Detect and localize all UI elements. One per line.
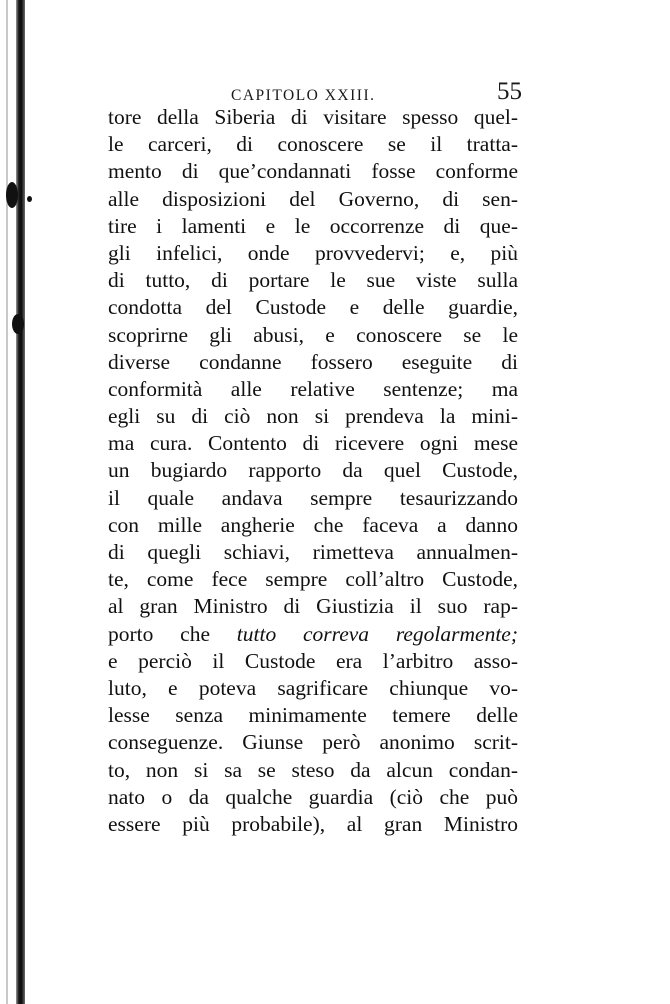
text-line: mento di que’condannati fosse conforme — [108, 159, 518, 184]
text-line: alle disposizioni del Governo, di sen- — [108, 186, 518, 211]
text-line: tore della Siberia di visitare spesso quel- — [108, 105, 518, 129]
text-line: con mille angherie che faceva a danno — [108, 512, 518, 537]
italic-phrase: tutto correva regolarmente; — [236, 621, 519, 646]
body-text — [108, 104, 518, 838]
text-line: le carceri, di conoscere se il tratta- — [108, 132, 518, 157]
text-line: nato o da qualche guardia (ciò che può — [108, 784, 518, 809]
text-line-mixed — [108, 621, 518, 648]
chapter-title: CAPITOLO XXIII. — [231, 87, 376, 104]
text-line: ma cura. Contento di ricevere ogni mese — [108, 431, 518, 456]
text-line: diverse condanne fossero eseguite di — [108, 349, 518, 374]
text-span: porto che — [108, 621, 210, 646]
text-line: scoprirne gli abusi, e conoscere se le — [108, 322, 518, 347]
text-line: il quale andava sempre tesaurizzando — [108, 485, 518, 510]
text-line: te, come fece sempre coll’altro Custode, — [108, 567, 518, 592]
text-line: egli su di ciò non si prendeva la mini- — [108, 404, 518, 429]
text-line: essere più probabile), al gran Ministro — [108, 811, 518, 836]
text-line: lesse senza minimamente temere delle — [108, 703, 518, 728]
ink-smudge — [27, 196, 32, 202]
text-line: gli infelici, onde provvedervi; e, più — [108, 240, 518, 265]
text-line: luto, e poteva sagrificare chiunque vo- — [108, 675, 518, 700]
text-line: conseguenze. Giunse però anonimo scrit- — [108, 730, 518, 755]
text-line: conformità alle relative sentenze; ma — [108, 376, 518, 401]
page-number: 55 — [497, 78, 522, 105]
ink-smudge — [12, 314, 24, 334]
text-line: di tutto, di portare le sue viste sulla — [108, 268, 518, 293]
ink-smudge — [6, 182, 18, 208]
book-spine-shadow — [16, 0, 25, 1004]
text-line: un bugiardo rapporto da quel Custode, — [108, 458, 518, 483]
text-line: to, non si sa se steso da alcun condan- — [108, 757, 518, 782]
text-line: tire i lamenti e le occorrenze di que- — [108, 213, 518, 238]
text-line: di quegli schiavi, rimetteva annualmen- — [108, 540, 518, 564]
text-line: condotta del Custode e delle guardie, — [108, 295, 518, 320]
text-line: e perciò il Custode era l’arbitro asso- — [108, 648, 518, 673]
text-line: al gran Ministro di Giustizia il suo rap- — [108, 594, 518, 619]
page-edge — [6, 0, 8, 1004]
